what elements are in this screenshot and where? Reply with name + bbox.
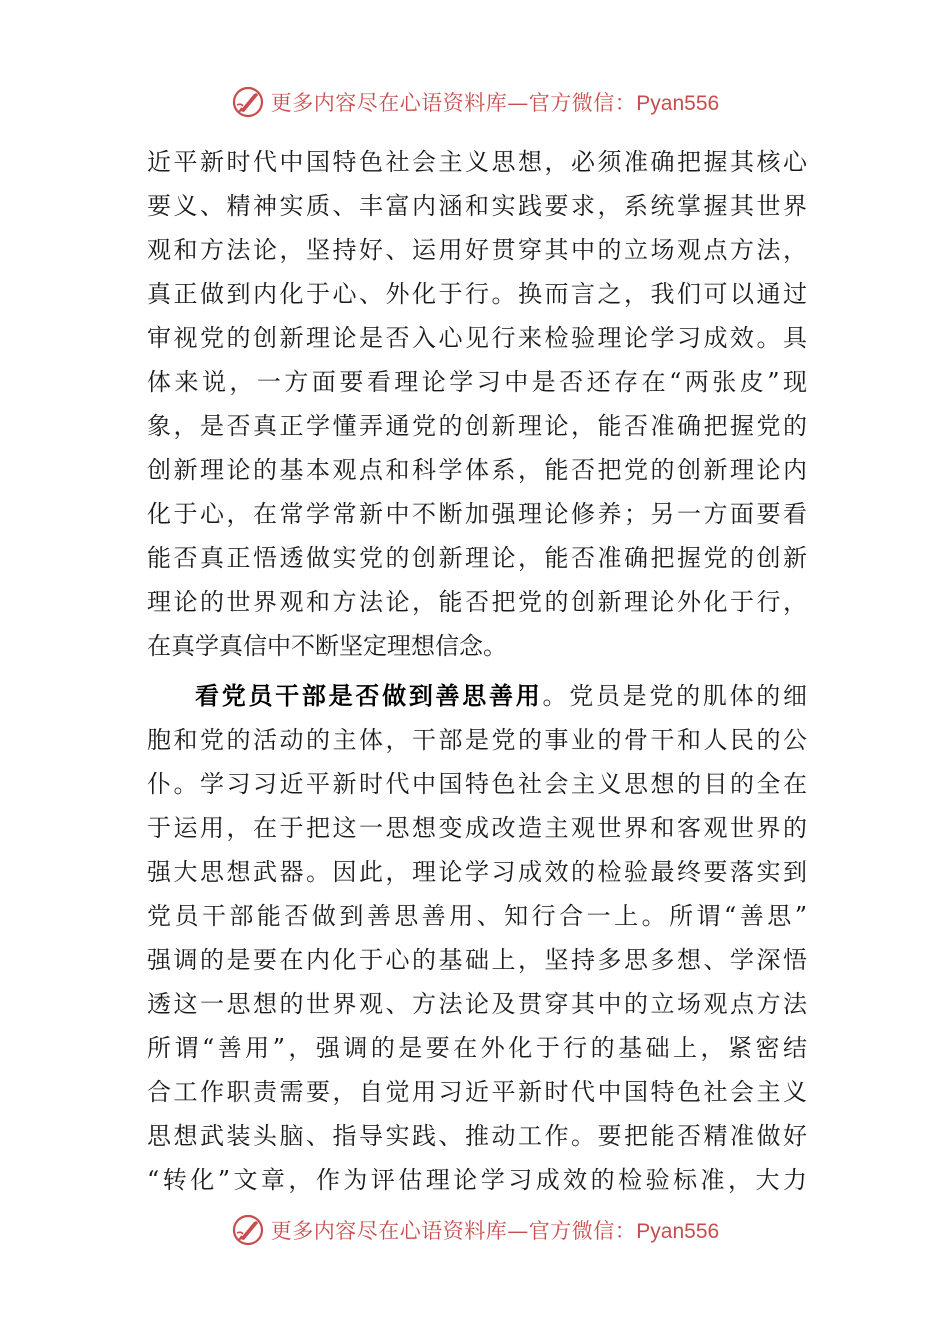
wechat-id: Pyan556 — [636, 92, 720, 115]
text-line: 近平新时代中国特色社会主义思想，必须准确把握其核心 — [147, 148, 807, 176]
text-line: 思想武装头脑、指导实践、推动工作。要把能否精准做好 — [147, 1122, 807, 1150]
document-body — [147, 140, 807, 1202]
section-heading: 看党员干部是否做到善思善用 — [195, 681, 543, 710]
text-line: 能否真正悟透做实党的创新理论，能否准确把握党的创新 — [147, 544, 807, 572]
text-line: 审视党的创新理论是否入心见行来检验理论学习成效。具 — [147, 324, 807, 352]
paragraph-1 — [147, 140, 807, 668]
text-line: 要义、精神实质、丰富内涵和实践要求，系统掌握其世界 — [147, 192, 807, 220]
text-line: 创新理论的基本观点和科学体系，能否把党的创新理论内 — [147, 456, 807, 484]
text-line: 透这一思想的世界观、方法论及贯穿其中的立场观点方法 — [147, 990, 807, 1018]
banner-text: 更多内容尽在心语资料库—官方微信：Pyan556 — [270, 1219, 720, 1243]
text-line: 于运用，在于把这一思想变成改造主观世界和客观世界的 — [147, 814, 807, 842]
footer-banner — [0, 1208, 950, 1252]
banner-text: 更多内容尽在心语资料库—官方微信：Pyan556 — [270, 91, 720, 115]
text-line: 在真学真信中不断坚定理想信念。 — [147, 632, 507, 660]
paragraph-2 — [147, 674, 807, 1202]
text-line: 强调的是要在内化于心的基础上，坚持多思多想、学深悟 — [147, 946, 807, 974]
quill-logo-icon — [231, 85, 265, 119]
text-line: 体来说，一方面要看理论学习中是否还存在“两张皮”现 — [147, 368, 807, 396]
text-line: 所谓“善用”，强调的是要在外化于行的基础上，紧密结 — [147, 1034, 807, 1062]
text-line: 仆。学习习近平新时代中国特色社会主义思想的目的全在 — [147, 770, 807, 798]
text-line: “转化”文章，作为评估理论学习成效的检验标准，大力 — [147, 1166, 807, 1194]
text-line: 合工作职责需要，自觉用习近平新时代中国特色社会主义 — [147, 1078, 807, 1106]
text-line: 胞和党的活动的主体，干部是党的事业的骨干和人民的公 — [147, 726, 807, 754]
text-line: 象，是否真正学懂弄通党的创新理论，能否准确把握党的 — [147, 412, 807, 440]
paragraph-lead-line — [147, 674, 807, 718]
lead-text: 。党员是党的肌体的细 — [542, 682, 808, 710]
text-line: 真正做到内化于心、外化于行。换而言之，我们可以通过 — [147, 280, 807, 308]
text-line: 观和方法论，坚持好、运用好贯穿其中的立场观点方法， — [147, 236, 807, 264]
wechat-id: Pyan556 — [636, 1220, 720, 1243]
header-banner — [0, 80, 950, 124]
quill-logo-icon — [231, 1213, 265, 1247]
text-line: 党员干部能否做到善思善用、知行合一上。所谓“善思” — [147, 902, 807, 930]
text-line: 化于心，在常学常新中不断加强理论修养；另一方面要看 — [147, 500, 807, 528]
text-line: 强大思想武器。因此，理论学习成效的检验最终要落实到 — [147, 858, 807, 886]
text-line: 理论的世界观和方法论，能否把党的创新理论外化于行， — [147, 588, 807, 616]
